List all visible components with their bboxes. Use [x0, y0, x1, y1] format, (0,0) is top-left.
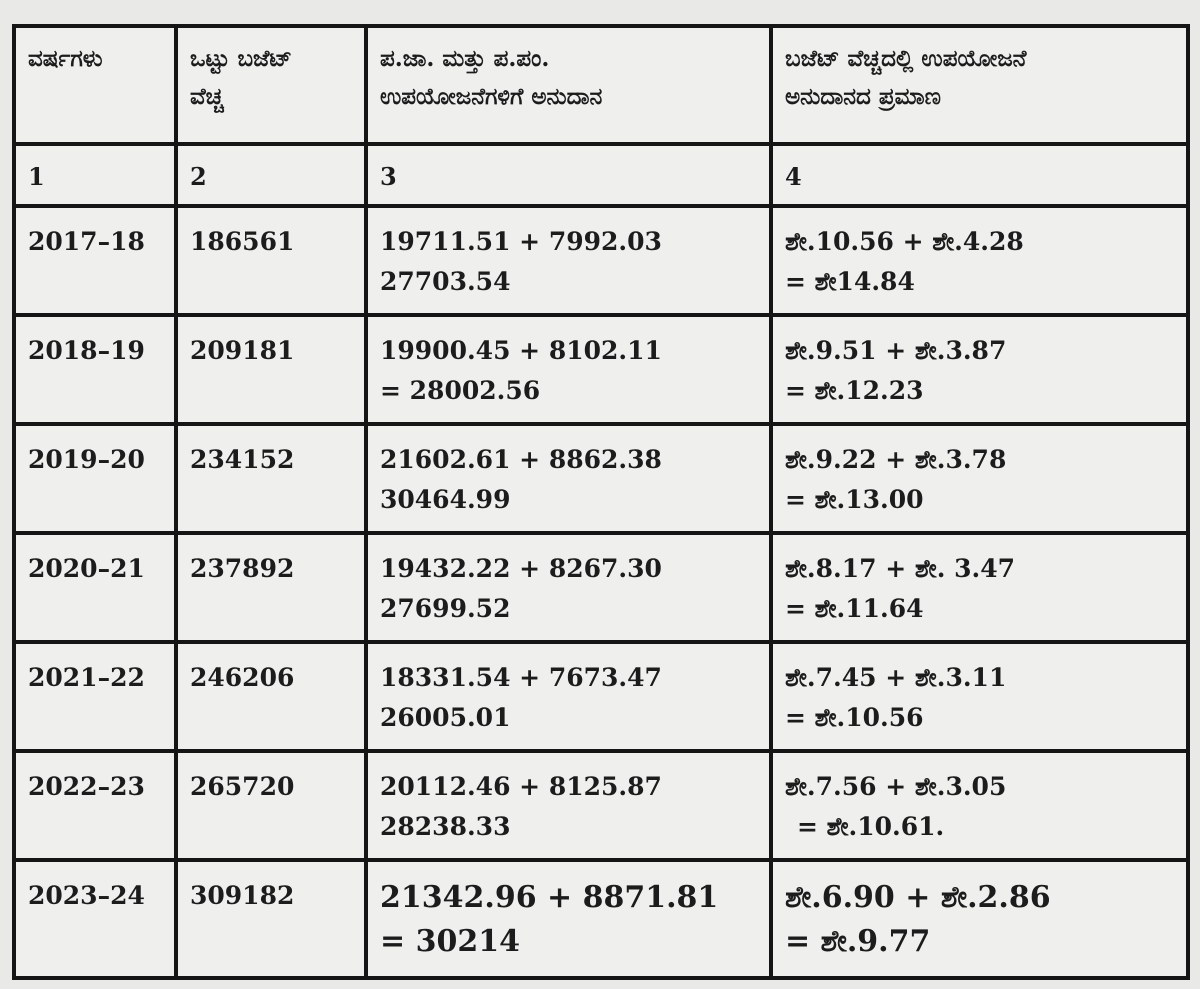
grant-line-2: 28238.33: [380, 812, 511, 841]
percent-cell: [771, 533, 1188, 642]
total-budget-cell: 246206: [176, 642, 366, 751]
grant-line-1: 21342.96 + 8871.81: [380, 880, 719, 915]
header-sc-st-grant: [366, 26, 771, 144]
percent-cell: [771, 315, 1188, 424]
percent-line-2: = ಶೇ.13.00: [785, 485, 924, 514]
grant-line-1: 21602.61 + 8862.38: [380, 445, 662, 474]
percent-line-2: = ಶೇ.12.23: [785, 376, 924, 405]
percent-line-1: ಶೇ.10.56 + ಶೇ.4.28: [785, 227, 1024, 256]
grant-line-1: 19900.45 + 8102.11: [380, 336, 662, 365]
year-cell: 2019–20: [14, 424, 176, 533]
total-budget-cell: 186561: [176, 206, 366, 315]
budget-allocation-table: [12, 24, 1190, 980]
header-grant-share: [771, 26, 1188, 144]
percent-cell: [771, 860, 1188, 978]
header-sc-st-grant-line-2: ಉಪಯೋಜನೆಗಳಿಗೆ ಅನುದಾನ: [380, 83, 603, 110]
header-years-line-1: ವರ್ಷಗಳು: [28, 45, 103, 72]
total-budget-cell: 234152: [176, 424, 366, 533]
year-cell: 2018–19: [14, 315, 176, 424]
table-row: [14, 860, 1188, 978]
grant-line-2: 27699.52: [380, 594, 511, 623]
column-number-row: [14, 144, 1188, 206]
column-number: 1: [14, 144, 176, 206]
year-cell: 2022–23: [14, 751, 176, 860]
grant-line-2: 27703.54: [380, 267, 511, 296]
grant-cell: [366, 424, 771, 533]
column-number: 2: [176, 144, 366, 206]
header-total-budget-line-1: ಒಟ್ಟು ಬಜೆಟ್: [190, 45, 292, 72]
total-budget-cell: 209181: [176, 315, 366, 424]
total-budget-cell: 237892: [176, 533, 366, 642]
table-row: [14, 751, 1188, 860]
percent-line-1: ಶೇ.9.51 + ಶೇ.3.87: [785, 336, 1007, 365]
year-cell: 2021–22: [14, 642, 176, 751]
header-grant-share-line-2: ಅನುದಾನದ ಪ್ರಮಾಣ: [785, 83, 941, 110]
percent-line-1: ಶೇ.7.45 + ಶೇ.3.11: [785, 663, 1007, 692]
table-row: [14, 533, 1188, 642]
percent-line-2: = ಶೇ.10.61.: [797, 812, 945, 841]
percent-line-1: ಶೇ.6.90 + ಶೇ.2.86: [785, 880, 1051, 915]
total-budget-cell: 265720: [176, 751, 366, 860]
grant-cell: [366, 860, 771, 978]
header-total-budget: [176, 26, 366, 144]
grant-cell: [366, 206, 771, 315]
percent-cell: [771, 642, 1188, 751]
table-row: [14, 642, 1188, 751]
table-row: [14, 424, 1188, 533]
percent-line-1: ಶೇ.8.17 + ಶೇ. 3.47: [785, 554, 1016, 583]
column-number: 3: [366, 144, 771, 206]
grant-line-2: = 28002.56: [380, 376, 541, 405]
grant-cell: [366, 315, 771, 424]
percent-line-1: ಶೇ.9.22 + ಶೇ.3.78: [785, 445, 1007, 474]
table-row: [14, 206, 1188, 315]
percent-line-2: = ಶೇ14.84: [785, 267, 915, 296]
grant-cell: [366, 642, 771, 751]
grant-line-2: = 30214: [380, 924, 520, 959]
percent-line-2: = ಶೇ.11.64: [785, 594, 924, 623]
header-sc-st-grant-line-1: ಪ.ಜಾ. ಮತ್ತು ಪ.ಪಂ.: [380, 45, 550, 72]
percent-line-2: = ಶೇ.10.56: [785, 703, 924, 732]
header-years: [14, 26, 176, 144]
column-number: 4: [771, 144, 1188, 206]
percent-line-2: = ಶೇ.9.77: [785, 924, 931, 959]
percent-cell: [771, 206, 1188, 315]
percent-cell: [771, 751, 1188, 860]
grant-cell: [366, 751, 771, 860]
percent-line-1: ಶೇ.7.56 + ಶೇ.3.05: [785, 772, 1007, 801]
grant-line-1: 19432.22 + 8267.30: [380, 554, 662, 583]
grant-cell: [366, 533, 771, 642]
grant-line-1: 18331.54 + 7673.47: [380, 663, 662, 692]
header-grant-share-line-1: ಬಜೆಟ್ ವೆಚ್ಚದಲ್ಲಿ ಉಪಯೋಜನೆ: [785, 45, 1027, 72]
total-budget-cell: 309182: [176, 860, 366, 978]
grant-line-2: 26005.01: [380, 703, 511, 732]
header-total-budget-line-2: ವೆಚ್ಚ: [190, 83, 224, 110]
table-row: [14, 315, 1188, 424]
year-cell: 2020–21: [14, 533, 176, 642]
grant-line-2: 30464.99: [380, 485, 511, 514]
table-header-row: [14, 26, 1188, 144]
year-cell: 2017–18: [14, 206, 176, 315]
year-cell: 2023–24: [14, 860, 176, 978]
grant-line-1: 19711.51 + 7992.03: [380, 227, 662, 256]
grant-line-1: 20112.46 + 8125.87: [380, 772, 662, 801]
percent-cell: [771, 424, 1188, 533]
